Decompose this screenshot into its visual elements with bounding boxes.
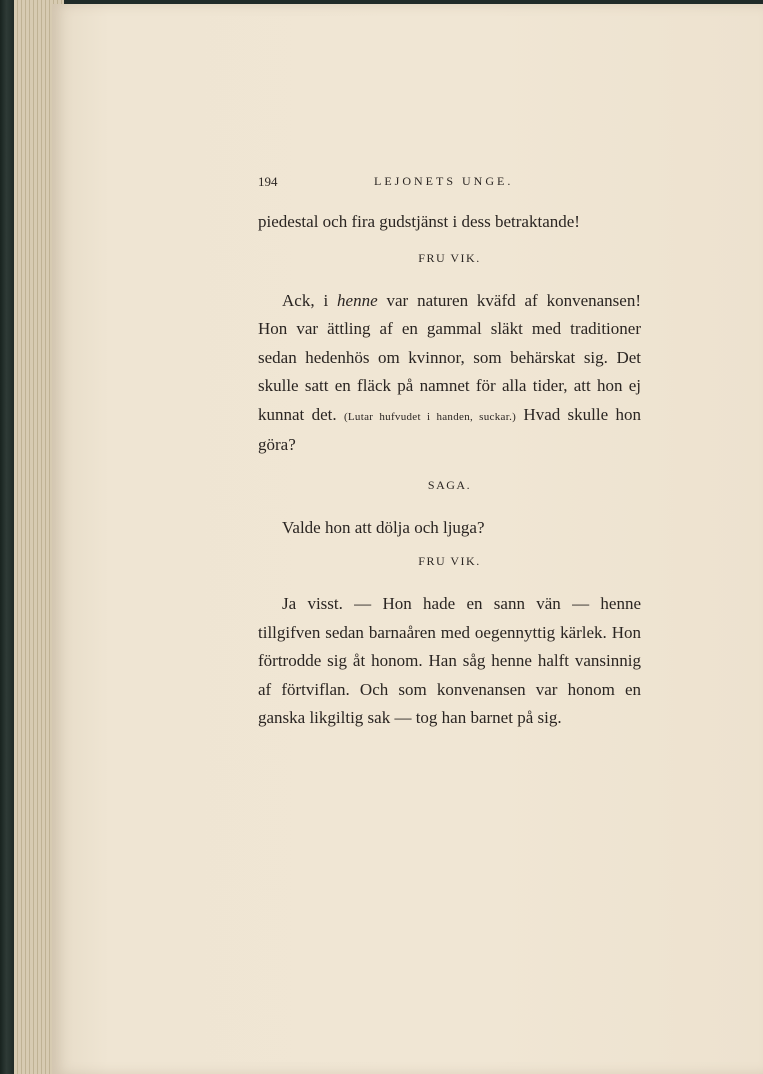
paragraph-2-part-b: var naturen kväfd af konvenansen! Hon var ättling af en gammal släkt med traditioner sedan hedenhös om kvinnor, som behärskat sig. Det skulle satt en fläck på namnet för alla tider, att hon ej kunnat det.	[258, 290, 642, 424]
paragraph-4: Ja visst. — Hon hade en sann vän — henne tillgifven sedan barnaåren med oegennyttig kärlek. Hon förtrodde sig åt honom. Han såg henne halft vansinnig af förtviflan. Och som konvenansen var honom en ganska likgiltig sak — tog han barnet på sig.	[258, 594, 641, 727]
paragraph-3: Valde hon att dölja och ljuga?	[282, 517, 485, 537]
emphasis-henne: henne	[337, 290, 378, 310]
speaker-label-fru-vik: FRU VIK.	[418, 250, 481, 265]
paragraph-2	[258, 287, 641, 460]
stage-direction: (Lutar hufvudet i handen, suckar.)	[343, 410, 517, 423]
paragraph-2-part-a: Ack, i	[282, 290, 338, 310]
running-title: LEJONETS UNGE.	[374, 174, 514, 188]
page-number: 194	[258, 174, 278, 189]
page-text-block	[258, 170, 641, 733]
page-header	[258, 170, 641, 194]
speaker-label-saga: SAGA.	[427, 477, 472, 492]
speaker-label-fru-vik-2: FRU VIK.	[418, 554, 481, 568]
paragraph-1: piedestal och fira gudstjänst i dess betraktande!	[258, 212, 580, 231]
paragraph-2-part-c: Hvad skulle hon göra?	[258, 404, 641, 454]
